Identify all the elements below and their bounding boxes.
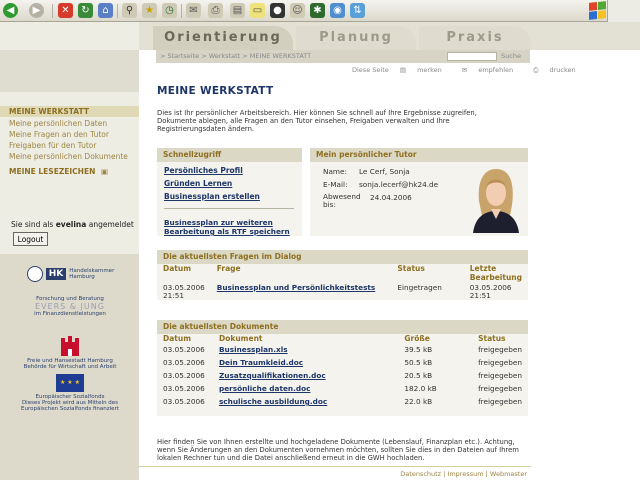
table-row [157, 359, 528, 372]
col-groesse: Größe [404, 334, 430, 343]
bookmark-page-label: merken [417, 66, 442, 74]
doc-date: 03.05.2006 [163, 397, 205, 406]
doc-link[interactable]: Businessplan.xls [218, 345, 288, 354]
refresh-icon[interactable]: ↻ [78, 3, 93, 18]
search-button[interactable]: Suche [501, 52, 521, 60]
evers-line2: im Finanzdienstleistungen [34, 311, 106, 317]
doc-status: freigegeben [478, 384, 522, 393]
questions-heading: Die aktuellsten Fragen im Dialog [157, 250, 528, 264]
toolbar-edge [607, 0, 640, 22]
question-status: Eingetragen [397, 283, 442, 292]
sidebar-nav [0, 106, 139, 162]
back-icon[interactable]: ◀ [3, 3, 18, 18]
table-row [157, 398, 528, 411]
link-businessplan-rtf[interactable]: Businessplan zur weiteren Bearbeitung als RTF speichern [164, 218, 290, 236]
castle-icon [59, 336, 81, 356]
globe-icon[interactable]: ◉ [330, 3, 345, 18]
bookmark-page-link[interactable] [400, 66, 451, 74]
doc-link[interactable]: Zusatzqualifikationen.doc [218, 371, 326, 380]
messenger-icon[interactable]: ☺ [290, 3, 305, 18]
doc-link[interactable]: schulische ausbildung.doc [218, 397, 328, 406]
col-doc-datum: Datum [163, 334, 192, 343]
network-icon[interactable]: ⇅ [350, 3, 365, 18]
envelope-icon: ✉ [461, 66, 468, 74]
login-suffix: angemeldet [88, 220, 134, 229]
history-icon[interactable]: ◷ [162, 3, 177, 18]
printer-icon: ⎙ [533, 66, 539, 74]
col-datum: Datum [163, 264, 192, 273]
tutor-name-label: Name: [323, 167, 347, 176]
page-title: MEINE WERKSTATT [157, 85, 274, 97]
esf-project-text: Dieses Projekt wird aus Mitteln des Europäischen Sozialfonds finanziert [21, 400, 119, 412]
tutor-name: Le Cerf, Sonja [359, 167, 410, 176]
doc-size: 20.5 kB [404, 371, 433, 380]
tab-planung[interactable]: Planung [296, 26, 416, 50]
hk-logo[interactable] [10, 266, 130, 282]
windows-logo-icon [589, 1, 606, 20]
browser-toolbar [0, 0, 640, 22]
table-row [157, 284, 528, 300]
stop-icon[interactable]: ✕ [58, 3, 73, 18]
table-row [157, 385, 528, 398]
footer-links: Datenschutz | Impressum | Webmaster [400, 470, 527, 478]
login-prefix: Sie sind als [11, 220, 54, 229]
table-row [157, 346, 528, 359]
bookmark-page-icon: ▤ [399, 66, 406, 74]
doc-size: 39.5 kB [404, 345, 433, 354]
intro-text: Dies ist Ihr persönlicher Arbeitsbereich. Hier können Sie schnell auf Ihre Ergebnisse zugreifen, Dokumente ablegen, alle Fragen an den Tutor einsehen, Freigaben verwalten und Ihre Registrierungsdaten ändern. [157, 109, 477, 133]
tutor-avatar [469, 165, 521, 233]
footer-link-datenschutz[interactable]: Datenschutz [400, 470, 442, 478]
col-letzte-bearbeitung: Letzte Bearbeitung [469, 264, 523, 282]
question-last-edit: 03.05.2006 21:51 [469, 283, 512, 300]
evers-line1: Forschung und Beratung [36, 296, 104, 302]
quick-access-box [157, 148, 302, 236]
link-persoenliches-profil[interactable]: Persönliches Profil [164, 166, 243, 175]
doc-size: 50.5 kB [404, 358, 433, 367]
footer [139, 466, 531, 480]
breadcrumb[interactable]: > Startseite > Werkstatt > MEINE WERKSTATT [156, 50, 530, 63]
doc-link[interactable]: Dein Traumkleid.doc [218, 358, 304, 367]
questions-table [157, 264, 528, 300]
page-tools [352, 66, 594, 75]
documents-table [157, 334, 528, 411]
doc-size: 182.0 kB [404, 384, 437, 393]
search-input[interactable] [447, 52, 497, 61]
link-gruenden-lernen[interactable]: Gründen Lernen [164, 179, 233, 188]
edit-icon[interactable]: ▤ [230, 3, 245, 18]
esf-logo[interactable] [10, 374, 130, 412]
tutor-email[interactable]: sonja.lecerf@hk24.de [359, 180, 439, 189]
documents-box [157, 320, 528, 416]
print-label: drucken [549, 66, 576, 74]
quick-access-heading: Schnellzugriff [157, 148, 302, 162]
doc-date: 03.05.2006 [163, 371, 205, 380]
bookmarks-link[interactable] [9, 167, 108, 176]
hk-name: Handelskammer Hamburg [69, 268, 115, 280]
evers-brand: EVERS & JUNG [35, 302, 105, 311]
login-user: evelina [55, 220, 87, 229]
documents-header-row [157, 334, 528, 346]
tutor-absent-label: Abwesend bis: [323, 192, 361, 209]
doc-status: freigegeben [478, 345, 522, 354]
tab-praxis[interactable]: Praxis [419, 26, 531, 50]
documents-footnote: Hier finden Sie von Ihnen erstellte und hochgeladene Dokumente (Lebenslauf, Finanzplan etc.). Achtung, wenn Sie Änderungen an den Dokumenten vornehmen möchten, sollten Sie dies in den Dateien auf Ihrem lokalen Rechner tun und die Datei anschließend erneut in die GWH hochladen. [157, 438, 519, 462]
sidebar-item-dokumente[interactable]: Meine persönlichen Dokumente [9, 152, 128, 161]
fhh-text: Freie und Hansestadt Hamburg Behörde für Wirtschaft und Arbeit [23, 358, 117, 370]
sidebar-band [0, 50, 139, 92]
fhh-logo[interactable] [10, 336, 130, 370]
section-tabs [139, 22, 640, 50]
questions-box [157, 250, 528, 300]
footer-link-webmaster[interactable]: Webmaster [489, 470, 527, 478]
tab-orientierung[interactable]: Orientierung [153, 26, 293, 50]
print-link[interactable] [533, 66, 584, 74]
sidebar-item-persoenliche-daten[interactable]: Meine persönlichen Daten [9, 119, 108, 128]
search-icon[interactable]: ⚲ [122, 3, 137, 18]
col-doc-status: Status [478, 334, 506, 343]
doc-date: 03.05.2006 [163, 358, 205, 367]
mail-icon[interactable]: ✉ [186, 3, 201, 18]
tools-icon[interactable]: ✱ [310, 3, 325, 18]
col-status: Status [397, 264, 425, 273]
tutor-box [310, 148, 528, 236]
favorites-icon[interactable]: ★ [142, 3, 157, 18]
questions-header-row [157, 264, 528, 284]
logout-button[interactable]: Logout [13, 232, 48, 246]
doc-status: freigegeben [478, 397, 522, 406]
sidebar-item-fragen-tutor[interactable]: Meine Fragen an den Tutor [9, 130, 109, 139]
question-date: 03.05.2006 21:51 [163, 283, 205, 300]
recommend-label: empfehlen [478, 66, 514, 74]
this-page-label: Diese Seite [352, 66, 389, 74]
doc-status: freigegeben [478, 358, 522, 367]
notes-icon[interactable]: ▭ [250, 3, 265, 18]
tutor-absent-date: 24.04.2006 [370, 193, 412, 202]
sponsor-logos [0, 254, 139, 480]
doc-link[interactable]: persönliche daten.doc [218, 384, 311, 393]
doc-date: 03.05.2006 [163, 384, 205, 393]
forward-icon[interactable]: ▶ [29, 3, 44, 18]
divider [164, 208, 294, 209]
bookmark-icon: ▣ [100, 167, 109, 176]
sidebar-item-meine-werkstatt[interactable]: MEINE WERKSTATT [0, 106, 139, 117]
recommend-link[interactable] [462, 66, 522, 74]
documents-heading: Die aktuellsten Dokumente [157, 320, 528, 334]
doc-size: 22.0 kB [404, 397, 433, 406]
sidebar [0, 22, 139, 480]
link-businessplan-erstellen[interactable]: Businessplan erstellen [164, 192, 260, 201]
footer-link-impressum[interactable]: Impressum [447, 470, 484, 478]
question-link[interactable]: Businessplan und Persönlichkeitstests [216, 283, 376, 292]
tutor-heading: Mein persönlicher Tutor [310, 148, 528, 162]
home-icon[interactable]: ⌂ [98, 3, 113, 18]
bookmarks-label: MEINE LESEZEICHEN [9, 167, 96, 176]
evers-jung-logo[interactable] [10, 296, 130, 317]
hk-short: HK [46, 268, 67, 280]
sidebar-item-freigaben[interactable]: Freigaben für den Tutor [9, 141, 97, 150]
doc-status: freigegeben [478, 371, 522, 380]
col-dokument: Dokument [218, 334, 263, 343]
doc-date: 03.05.2006 [163, 345, 205, 354]
table-row [157, 372, 528, 385]
esf-name: Europäischer Sozialfonds [35, 394, 105, 400]
tutor-email-label: E-Mail: [323, 180, 348, 189]
login-status [11, 220, 134, 229]
print-icon[interactable]: ⎙ [208, 3, 223, 18]
eu-flag-icon: ★ ★ ★ [56, 374, 84, 392]
media-icon[interactable]: ● [270, 3, 285, 18]
col-frage: Frage [216, 264, 241, 273]
